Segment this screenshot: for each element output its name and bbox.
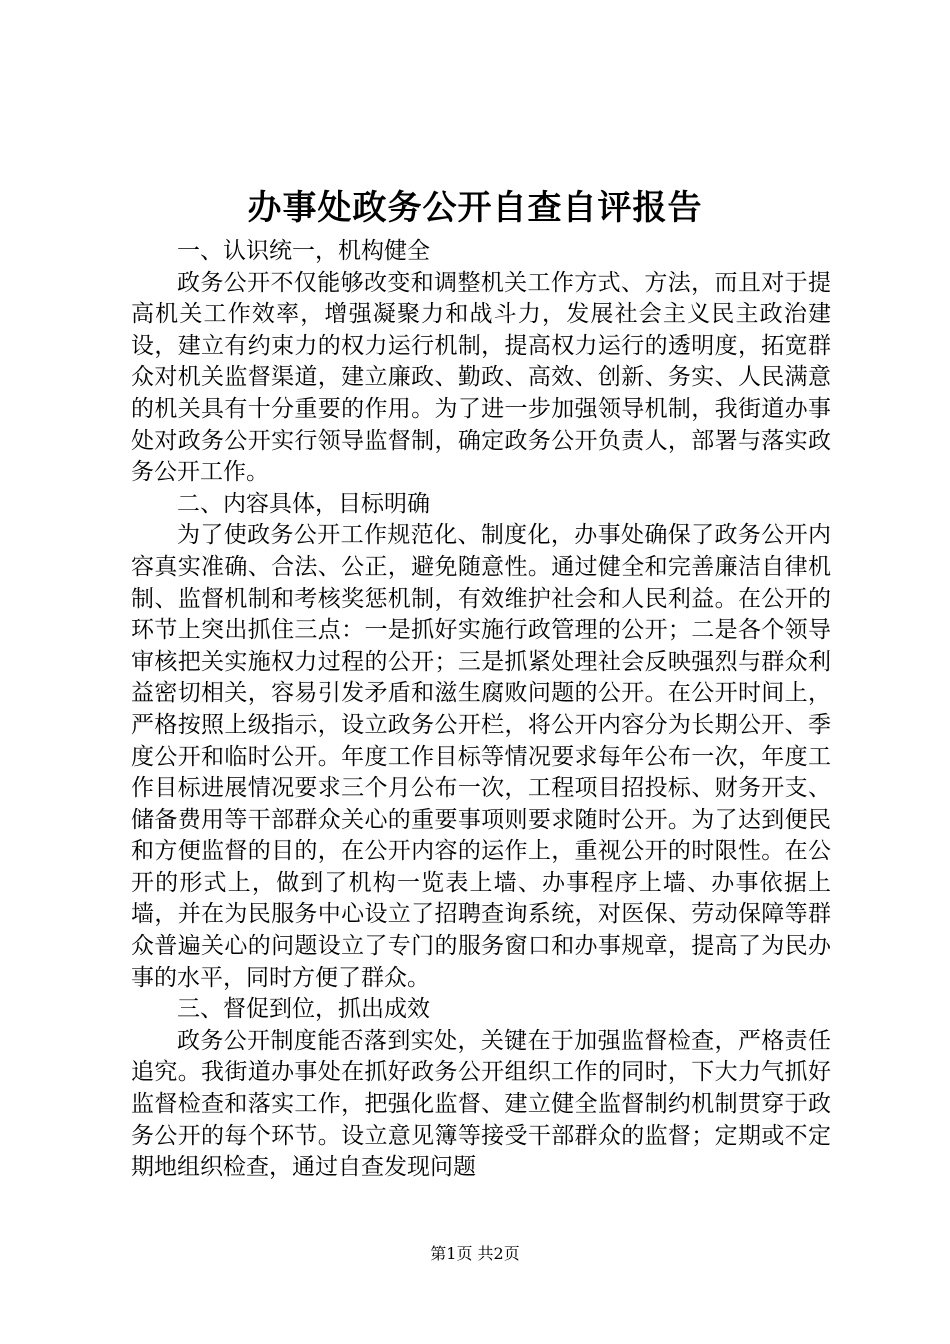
section-heading-2: 二、内容具体，目标明确 [177,490,430,517]
section-heading-1: 一、认识统一，机构健全 [177,238,430,264]
document-body [131,236,831,1184]
page-number-footer: 第1页 共2页 [430,1244,520,1263]
section-heading-3: 三、督促到位，抓出成效 [177,996,430,1023]
body-paragraph-1: 政务公开不仅能够改变和调整机关工作方式、方法，而且对于提高机关工作效率，增强凝聚力和战斗力，发展社会主义民主政治建设，建立有约束力的权力运行机制，提高权力运行的透明度，拓宽群众对机关监督渠道，建立廉政、勤政、高效、创新、务实、人民满意的机关具有十分重要的作用。为了进一步加强领导机制，我街道办事处对政务公开实行领导监督制，确定政务公开负责人，部署与落实政务公开工作。 [131,269,831,486]
body-paragraph-2: 为了使政务公开工作规范化、制度化，办事处确保了政务公开内容真实准确、合法、公正，避免随意性。通过健全和完善廉洁自律机制、监督机制和考核奖惩机制，有效维护社会和人民利益。在公开的环节上突出抓住三点：一是抓好实施行政管理的公开；二是各个领导审核把关实施权力过程的公开；三是抓紧处理社会反映强烈与群众利益密切相关，容易引发矛盾和滋生腐败问题的公开。在公开时间上，严格按照上级指示，设立政务公开栏，将公开内容分为长期公开、季度公开和临时公开。年度工作目标等情况要求每年公布一次，年度工作目标进展情况要求三个月公布一次，工程项目招投标、财务开支、储备费用等干部群众关心的重要事项则要求随时公开。为了达到便民和方便监督的目的，在公开内容的运作上，重视公开的时限性。在公开的形式上，做到了机构一览表上墙、办事程序上墙、办事依据上墙，并在为民服务中心设立了招聘查询系统，对医保、劳动保障等群众普遍关心的问题设立了专门的服务窗口和办事规章，提高了为民办事的水平，同时方便了群众。 [131,522,831,991]
document-title: 办事处政务公开自查自评报告 [247,188,703,228]
body-paragraph-3: 政务公开制度能否落到实处，关键在于加强监督检查，严格责任追究。我街道办事处在抓好政务公开组织工作的同时，下大力气抓好监督检查和落实工作，把强化监督、建立健全监督制约机制贯穿于政务公开的每个环节。设立意见簿等接受干部群众的监督；定期或不定期地组织检查，通过自查发现问题 [131,1027,831,1181]
